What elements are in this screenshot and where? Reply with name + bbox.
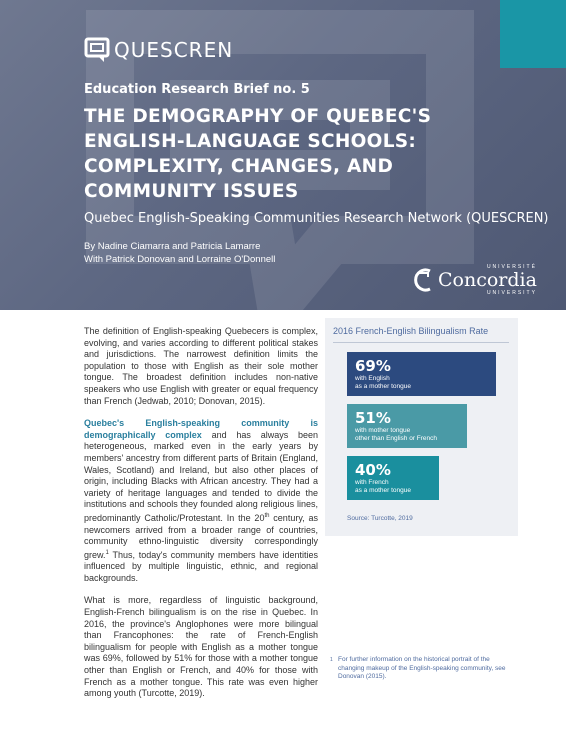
- body-text: [84, 326, 318, 711]
- authors: [84, 240, 275, 266]
- paragraph-2: [84, 418, 318, 584]
- superscript-th: th: [264, 512, 270, 519]
- paragraph-2-highlight: Quebec's English-speaking community is demographically complex: [84, 418, 318, 440]
- stat-box-french: [347, 456, 439, 500]
- paragraph-3: What is more, regardless of linguistic background, English-French bilingualism is on the rise in Quebec. In 2016, the province's Anglophones were more bilingual than Francophones: the rate of French-English bilingualism for people with English as a mother tongue was 69%, followed by 51% for those with a mother tongue other than English or French, and 40% for those with French as a mother tongue. This rate was even higher among youth (Turcotte, 2019).: [84, 595, 318, 699]
- concordia-emblem-icon: [410, 267, 434, 293]
- concordia-logo: [410, 264, 537, 296]
- footnote-text: For further information on the historical portrait of the changing makeup of the English-speaking community, see Donovan (2015).: [338, 656, 506, 680]
- stat-desc-line-2: as a mother tongue: [355, 487, 412, 494]
- authors-line-1: By Nadine Ciamarra and Patricia Lamarre: [84, 241, 261, 252]
- stat-desc-line-1: with mother tongue: [355, 427, 411, 434]
- footnote-number: 1: [330, 657, 333, 663]
- stat-desc-line-2: as a mother tongue: [355, 383, 412, 390]
- paragraph-2-text-c: Thus, today's community members have identities influenced by multiple linguistic, ethnic, and regional backgrounds.: [84, 549, 318, 583]
- page-subtitle: Quebec English-Speaking Communities Research Network (QUESCREN): [84, 211, 549, 226]
- teal-accent-block: [500, 0, 566, 68]
- series-label: Education Research Brief no. 5: [84, 82, 310, 97]
- footnote-ref: 1: [105, 549, 109, 556]
- concordia-name: Concordia: [438, 269, 537, 291]
- stat-desc-line-2: other than English or French: [355, 435, 438, 442]
- footnote: [330, 656, 510, 682]
- logo-text: QUESCREN: [114, 38, 234, 62]
- cover-header: [0, 0, 566, 310]
- paragraph-1: The definition of English-speaking Quebecers is complex, evolving, and varies according to different political stakes and jurisdictions. The narrowest definition limits the population to those with English as their sole mother tongue. The broadest definition includes non-native speakers who use English with greater or equal frequency than French (Jedwab, 2010; Donovan, 2015).: [84, 326, 318, 406]
- stat-desc-line-1: with French: [355, 479, 389, 486]
- quescren-q-icon: [84, 36, 112, 64]
- stat-desc-line-1: with English: [355, 375, 390, 382]
- concordia-university: UNIVERSITY: [486, 290, 537, 296]
- quescren-logo: [84, 36, 233, 64]
- paragraph-2-text-a: and has always been heterogeneous, marked even in the early years by members' ancestry from different parts of Britain (England, Wales, Scotland) and Ireland, but also other places of origin, including Blacks with African ancestry. They had a variety of heritage languages and tended to divide the institutions and schools they founded along religious lines, predominantly Catholic/Protestant. In the 20: [84, 429, 319, 523]
- stat-box-other: [347, 404, 467, 448]
- stat-percent: 40%: [355, 461, 391, 479]
- sidebar-source: Source: Turcotte, 2019: [347, 515, 413, 522]
- sidebar-title: 2016 French-English Bilingualism Rate: [333, 326, 489, 336]
- authors-line-2: With Patrick Donovan and Lorraine O'Donnell: [84, 254, 276, 265]
- stat-percent: 69%: [355, 357, 391, 375]
- bilingualism-sidebar: [325, 318, 518, 536]
- paragraph-2-text-b: century, as newcomers arrived from a broader range of countries, community ethno-linguistic diversity correspondingly grew.: [84, 512, 318, 560]
- concordia-universite: UNIVERSITÉ: [486, 264, 537, 270]
- page-title: THE DEMOGRAPHY OF QUEBEC'S ENGLISH-LANGUAGE SCHOOLS: COMPLEXITY, CHANGES, AND COMMUNITY ISSUES: [84, 106, 432, 202]
- stat-percent: 51%: [355, 409, 391, 427]
- stat-box-english: [347, 352, 496, 396]
